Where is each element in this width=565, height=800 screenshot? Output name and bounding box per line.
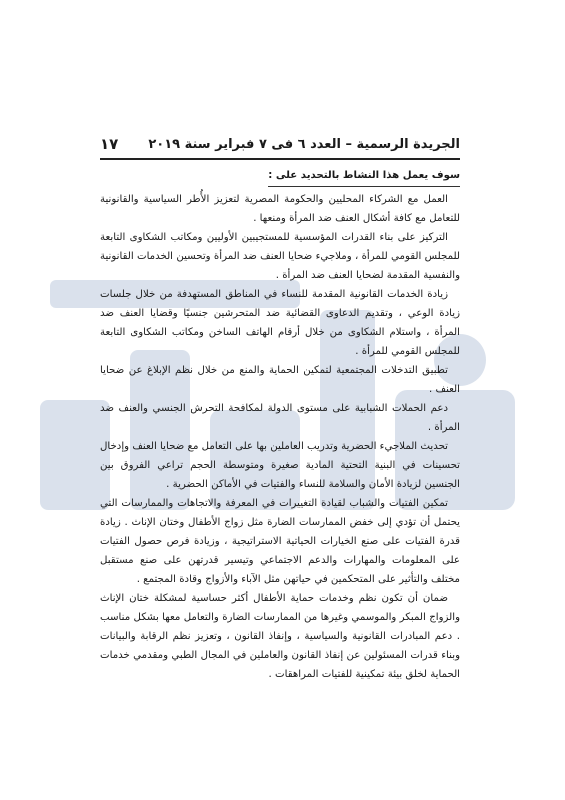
paragraph: تطبيق التدخلات المجتمعية لتمكين الحماية والمنع من خلال نظم الإبلاغ عن ضحايا العنف . [100, 365, 460, 395]
paragraph: تمكين الفتيات والشباب لقيادة التغييرات في المعرفة والاتجاهات والممارسات التي يحتمل أن تؤدي إلى خفض الممارسات الضارة مثل زواج الأطفال وختان الإناث . زيادة قدرة الفتيات على صنع الخيارات الحياتية الاستراتيجية ، وزيادة فرص حصول الفتيات على المعلومات والمهارات والدعم الاجتماعي وتيسير قدرتهن على صنع مستقبل مختلف والتأثير على المتحكمين في حياتهن مثل الآباء والأزواج وقادة المجتمع . [100, 498, 460, 585]
gazette-title: الجريدة الرسمية – العدد ٦ فى ٧ فبراير سنة ٢٠١٩ [148, 136, 460, 152]
lead-line [100, 166, 460, 187]
paragraph: تحديث الملاجيء الحضرية وتدريب العاملين بها على التعامل مع ضحايا العنف وإدخال تحسينات في البنية التحتية المادية صغيرة ومتوسطة الحجم تراعي الفروق بين الجنسين لزيادة الأمان والسلامة للنساء والفتيات في الأماكن الحضرية . [100, 441, 460, 490]
page-number: ١٧ [100, 135, 119, 153]
paragraph: التركيز على بناء القدرات المؤسسية للمستجيبين الأوليين ومكاتب الشكاوى التابعة للمجلس القومي للمرأة ، وملاجيء ضحايا العنف ضد المرأة وتحسين الخدمات القانونية والنفسية المقدمة لضحايا العنف ضد المرأة . [100, 232, 460, 281]
page-header [100, 132, 460, 156]
header-divider [100, 158, 460, 160]
body-text [100, 166, 460, 684]
paragraph: دعم الحملات الشبابية على مستوى الدولة لمكافحة التحرش الجنسي والعنف ضد المرأة . [100, 403, 460, 433]
paragraph: ضمان أن تكون نظم وخدمات حماية الأطفال أكثر حساسية لمشكلة ختان الإناث والزواج المبكر والموسمي وغيرها من الممارسات الضارة والتعامل معها بشكل مناسب . دعم المبادرات القانونية والسياسية ، وإنفاذ القانون ، وتعزيز نظم الرقابة والبيانات وبناء قدرات المسئولين عن إنفاذ القانون والعاملين في المجال الطبي ومقدمي خدمات الحماية لخلق بيئة تمكينية للفتيات المراهقات . [100, 593, 460, 680]
paragraph: زيادة الخدمات القانونية المقدمة للنساء في المناطق المستهدفة من خلال جلسات زيادة الوعي ، وتقديم الدعاوى القضائية ضد المتحرشين جنسيًا وقضايا العنف ضد المرأة ، واستلام الشكاوى من خلال أرقام الهاتف الساخن ومكاتب الشكاوى التابعة للمجلس القومي للمرأة . [100, 289, 460, 357]
lead-text: سوف يعمل هذا النشاط بالتحديد على : [268, 166, 460, 187]
paragraph: العمل مع الشركاء المحليين والحكومة المصرية لتعزيز الأُطر السياسية والقانونية للتعامل مع كافة أشكال العنف ضد المرأة ومنعها . [100, 194, 460, 224]
